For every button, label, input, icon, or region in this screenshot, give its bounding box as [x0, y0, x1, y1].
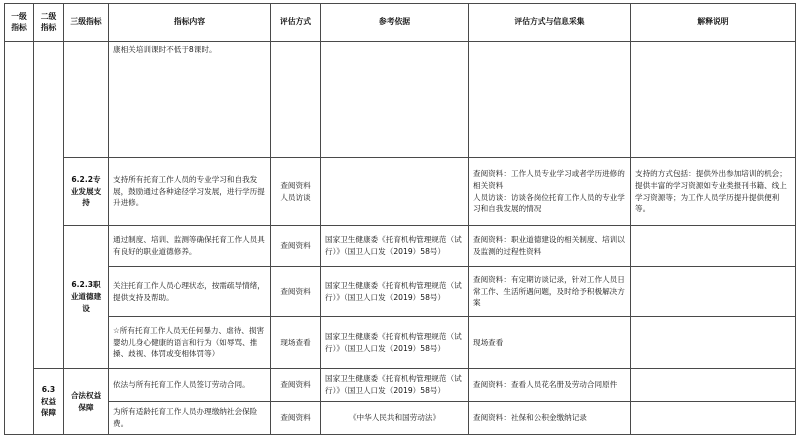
- header-level3: 三级指标: [64, 4, 109, 42]
- basis-cell: 国家卫生健康委《托育机构管理规范（试行）》（国卫人口发（2019）58号）: [321, 317, 469, 369]
- level3-cell: 6.2.2专业发展支持: [64, 158, 109, 226]
- explanation-cell: [631, 42, 796, 158]
- table-row: [5, 267, 796, 317]
- header-level2: 二级 指标: [34, 4, 64, 42]
- collection-cell: 现场查看: [469, 317, 631, 369]
- table-row: [5, 42, 796, 158]
- content-cell: 关注托育工作人员心理状态，按需疏导情绪，提供支持及帮助。: [109, 267, 271, 317]
- explanation-cell: [631, 402, 796, 435]
- content-cell: 依法与所有托育工作人员签订劳动合同。: [109, 369, 271, 402]
- header-basis: 参考依据: [321, 4, 469, 42]
- basis-cell: [321, 42, 469, 158]
- level3-cell: 6.2.3职业道德建设: [64, 226, 109, 369]
- header-content: 指标内容: [109, 4, 271, 42]
- method-cell: 查阅资料 人员访谈: [271, 158, 321, 226]
- explanation-cell: [631, 267, 796, 317]
- evaluation-table-page: [4, 3, 795, 435]
- explanation-cell: [631, 226, 796, 267]
- content-cell: 康相关培训课时不低于8课时。: [109, 42, 271, 158]
- table-row: [5, 226, 796, 267]
- content-cell: 通过制度、培训、监测等确保托育工作人员具有良好的职业道德修养。: [109, 226, 271, 267]
- collection-cell: 查阅资料：职业道德建设的相关制度、培训以及监测的过程性资料: [469, 226, 631, 267]
- basis-cell: 国家卫生健康委《托育机构管理规范（试行）》（国卫人口发（2019）58号）: [321, 369, 469, 402]
- level1-cell: [5, 42, 34, 435]
- content-cell: ☆所有托育工作人员无任何暴力、虐待、损害婴幼儿身心健康的语言和行为（如辱骂、推搡、歧视、体罚或变相体罚等）: [109, 317, 271, 369]
- evaluation-criteria-table: [4, 3, 796, 435]
- method-cell: 查阅资料: [271, 402, 321, 435]
- table-row: [5, 158, 796, 226]
- table-row: [5, 369, 796, 402]
- method-cell: 查阅资料: [271, 369, 321, 402]
- header-explanation: 解释说明: [631, 4, 796, 42]
- basis-cell: 国家卫生健康委《托育机构管理规范（试行）》（国卫人口发（2019）58号）: [321, 226, 469, 267]
- basis-cell: 国家卫生健康委《托育机构管理规范（试行）》（国卫人口发（2019）58号）: [321, 267, 469, 317]
- content-cell: 为所有适龄托育工作人员办理缴纳社会保险费。: [109, 402, 271, 435]
- collection-cell: 查阅资料：社保和公积金缴纳记录: [469, 402, 631, 435]
- collection-cell: 查阅资料：有定期访谈记录，针对工作人员日常工作、生活所遇问题，及时给予积极解决方案: [469, 267, 631, 317]
- level3-cell-continued: [64, 42, 109, 158]
- table-row: [5, 402, 796, 435]
- collection-cell: 查阅资料：查看人员花名册及劳动合同原件: [469, 369, 631, 402]
- method-cell: 现场查看: [271, 317, 321, 369]
- header-method: 评估方式: [271, 4, 321, 42]
- level2-cell: 6.3 权益 保障: [34, 369, 64, 435]
- method-cell: 查阅资料: [271, 226, 321, 267]
- content-cell: 支持所有托育工作人员的专业学习和自我发展，鼓励通过各种途径学习发展，进行学历提升进修。: [109, 158, 271, 226]
- level3-cell: 合法权益保障: [64, 369, 109, 435]
- method-cell: [271, 42, 321, 158]
- header-collection: 评估方式与信息采集: [469, 4, 631, 42]
- header-level1: 一级 指标: [5, 4, 34, 42]
- basis-cell: [321, 158, 469, 226]
- method-cell: 查阅资料: [271, 267, 321, 317]
- collection-cell: [469, 42, 631, 158]
- table-row: [5, 317, 796, 369]
- explanation-cell: [631, 317, 796, 369]
- explanation-cell: 支持的方式包括：提供外出参加培训的机会；提供丰富的学习资源如专业类报刊书籍、线上学习资源等；为工作人员学历提升提供便利等。: [631, 158, 796, 226]
- table-header-row: [5, 4, 796, 42]
- basis-cell: 《中华人民共和国劳动法》: [321, 402, 469, 435]
- collection-cell: 查阅资料：工作人员专业学习或者学历进修的相关资料 人员访谈：访谈各岗位托育工作人员的专业学习和自我发展的情况: [469, 158, 631, 226]
- level2-cell-continued: [34, 42, 64, 369]
- explanation-cell: [631, 369, 796, 402]
